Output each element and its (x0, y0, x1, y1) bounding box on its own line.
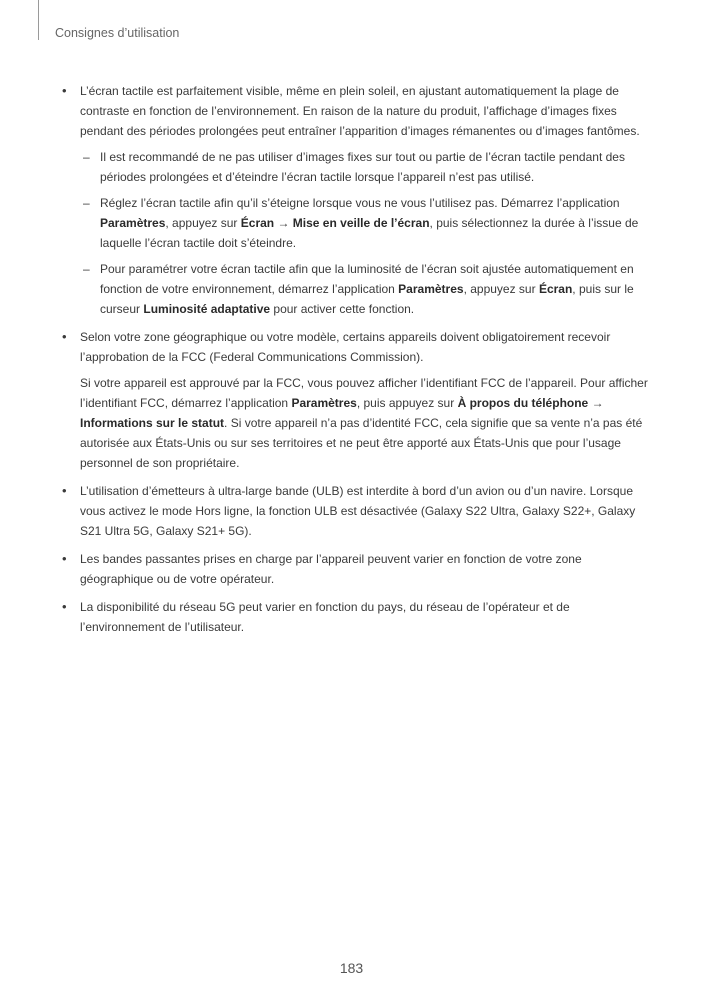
text-run: Réglez l’écran tactile afin qu’il s’éteigne lorsque vous ne vous l’utilisez pas. Démarrez l’application (100, 196, 620, 210)
bullet-fcc-approval (62, 327, 652, 473)
section-header: Consignes d’utilisation (55, 26, 180, 40)
text-run: pour activer cette fonction. (270, 302, 415, 316)
text-run: , appuyez sur (463, 282, 539, 296)
bullet-bandwidth (62, 549, 652, 589)
ui-term: Paramètres (100, 216, 166, 230)
bullet-text: Les bandes passantes prises en charge par l’appareil peuvent varier en fonction de votre zone géographique ou de votre opérateur. (80, 552, 582, 586)
arrow-separator: → (588, 396, 604, 410)
bullet-screen-visibility (62, 81, 652, 319)
ui-term: Écran (240, 216, 275, 230)
ui-term: Paramètres (291, 396, 357, 410)
text-run: , puis sur le curseur (100, 282, 634, 316)
ui-term: Mise en veille de l’écran (292, 216, 430, 230)
arrow-separator: → (274, 216, 293, 230)
bullet-5g-availability (62, 597, 652, 637)
text-run: . Si votre appareil n’a pas d’identité FCC, cela signifie que sa vente n’a pas été autorisée aux États-Unis ou sur ses territoires et ne peut être apporté aux États-Unis que pour l’usage personnel de son propriétaire. (80, 416, 643, 470)
header-rule (38, 0, 39, 40)
bullet-uwb (62, 481, 652, 541)
bullet-text: L’utilisation d’émetteurs à ultra-large bande (ULB) est interdite à bord d’un avion ou d’un navire. Lorsque vous activez le mode Hors ligne, la fonction ULB est désactivée (Galaxy S22 Ultra, Galaxy S22+, Galaxy S21 Ultra 5G, Galaxy S21+ 5G). (80, 484, 636, 538)
bullet-text: La disponibilité du réseau 5G peut varier en fonction du pays, du réseau de l’opérateur et de l’environnement de l’utilisateur. (80, 600, 570, 634)
sub-item-text: Il est recommandé de ne pas utiliser d’images fixes sur tout ou partie de l’écran tactile pendant des périodes prolongées et d’éteindre l’écran tactile lorsque l’appareil n’est pas utilisé. (100, 150, 625, 184)
page-content (62, 81, 652, 645)
text-run: , puis appuyez sur (356, 396, 458, 410)
text-run: Pour paramétrer votre écran tactile afin que la luminosité de l’écran soit ajustée automatiquement en fonction de votre environnement, démarrez l’application (100, 262, 634, 296)
bullet-text: Selon votre zone géographique ou votre modèle, certains appareils doivent obligatoirement recevoir l’approbation de la FCC (Federal Communications Commission). (80, 330, 611, 364)
sub-item-avoid-fixed-images (80, 147, 652, 187)
sub-item-screen-timeout (80, 193, 652, 253)
text-run: , appuyez sur (165, 216, 241, 230)
ui-term: Luminosité adaptative (143, 302, 271, 316)
ui-term: Informations sur le statut (80, 416, 225, 430)
ui-term: Écran (538, 282, 573, 296)
bullet-text: L’écran tactile est parfaitement visible, même en plein soleil, en ajustant automatiquement la plage de contraste en fonction de l’environnement. En raison de la nature du produit, l’affichage d’images fixes pendant des périodes prolongées peut entraîner l’apparition d’images rémanentes ou d’images fantômes. (80, 84, 640, 138)
sub-item-adaptive-brightness (80, 259, 652, 319)
ui-term: À propos du téléphone (457, 396, 589, 410)
text-run: , puis sélectionnez la durée à l’issue de laquelle l’écran tactile doit s’éteindre. (100, 216, 639, 250)
fcc-paragraph (80, 373, 652, 473)
text-run: Si votre appareil est approuvé par la FCC, vous pouvez afficher l’identifiant FCC de l’appareil. Pour afficher l’identifiant FCC, démarrez l’application (80, 376, 648, 410)
page-number: 183 (339, 960, 364, 976)
ui-term: Paramètres (398, 282, 464, 296)
